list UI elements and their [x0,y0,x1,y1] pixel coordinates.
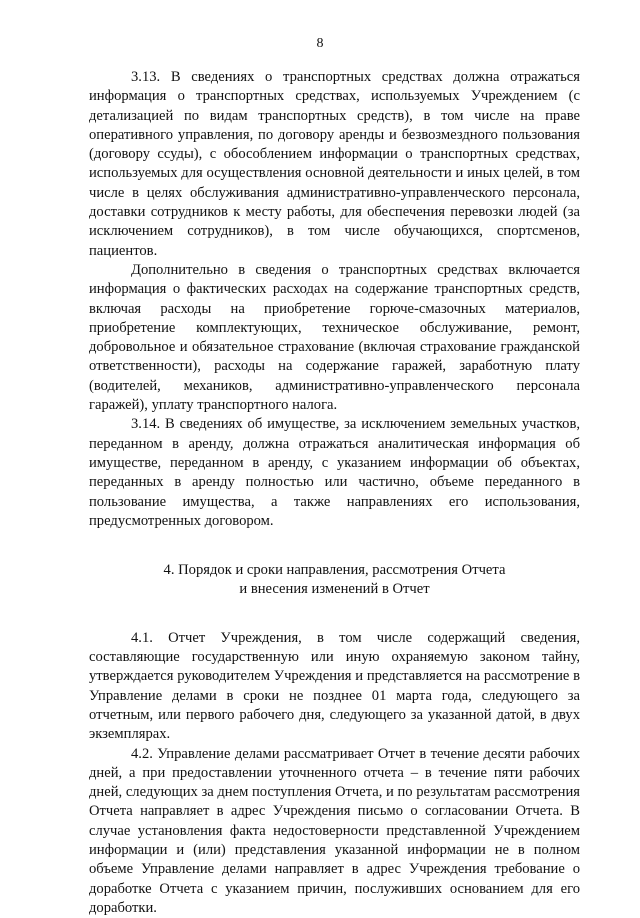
document-body [89,68,580,918]
paragraph-3-14: 3.14. В сведениях об имуществе, за исключением земельных участков, переданном в аренду, должна отражаться аналитическая информация об имуществе, переданном в аренду, с указанием информации об объектах, переданных в аренду полностью или частично, объеме переданного в пользование имущества, а также направлениях его использования, предусмотренных договором. [89,415,580,531]
section-heading-line-2: и внесения изменений в Отчет [89,580,580,599]
paragraph-3-13: 3.13. В сведениях о транспортных средствах должна отражаться информация о транспортных средствах, используемых Учреждением (с детализацией по видам транспортных средств), в том числе на праве оперативного управления, по договору аренды и безвозмездного пользования (договору ссуды), с обособлением информации о транспортных средствах, используемых для осуществления основной деятельности и иных целей, в том числе в целях обслуживания административно-управленческого персонала, доставки сотрудников к месту работы, для обеспечения перевозки людей (за исключением сотрудников), в том числе обучающихся, спортсменов, пациентов. [89,68,580,261]
page-number: 8 [0,36,640,52]
section-heading [89,561,580,600]
paragraph-4-1: 4.1. Отчет Учреждения, в том числе содержащий сведения, составляющие государственную или иную охраняемую законом тайну, утверждается руководителем Учреждения и представляется на рассмотрение в Управление делами в сроки не позднее 01 марта года, следующего за отчетным, или первого рабочего дня, следующего за указанной датой, в двух экземплярах. [89,629,580,745]
paragraph-4-2: 4.2. Управление делами рассматривает Отчет в течение десяти рабочих дней, а при предоставлении уточненного отчета – в течение пяти рабочих дней, следующих за днем поступления Отчета, и по результатам рассмотрения Отчета направляет в адрес Учреждения письмо о согласовании Отчета. В случае установления факта недостоверности представленной Учреждением информации и (или) представления указанной информации не в полном объеме Управление делами направляет в адрес Учреждения требование о доработке Отчета с указанием причин, послуживших основанием для его доработки. [89,745,580,918]
section-heading-line-1: 4. Порядок и сроки направления, рассмотрения Отчета [89,561,580,580]
paragraph-transport-expenses: Дополнительно в сведения о транспортных средствах включается информация о фактических расходах на содержание транспортных средств, включая расходы на приобретение горюче-смазочных материалов, приобретение комплектующих, техническое обслуживание, ремонт, добровольное и обязательное страхование (включая страхование гражданской ответственности), расходы на содержание гаражей, заработную плату (водителей, механиков, административно-управленческого персонала гаражей), уплату транспортного налога. [89,261,580,415]
